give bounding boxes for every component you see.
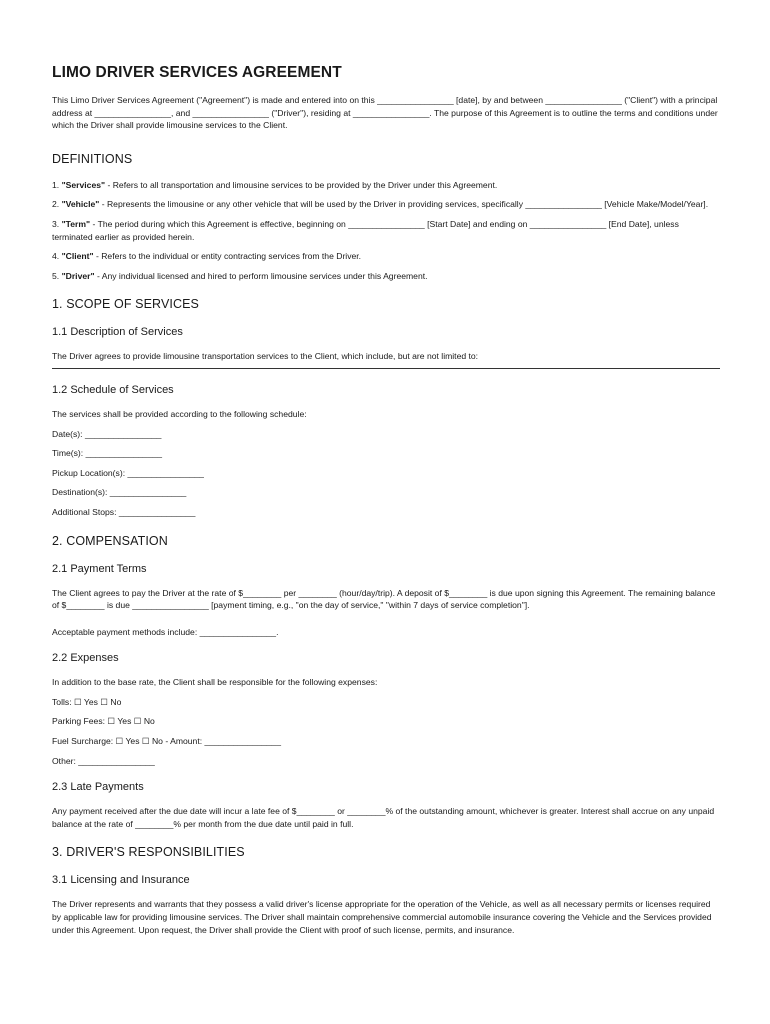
- schedule-subheading: 1.2 Schedule of Services: [52, 383, 174, 396]
- blank-fill-line: [52, 363, 720, 369]
- compensation-heading: 2. COMPENSATION: [52, 533, 168, 548]
- definition-item: 1. "Services" - Refers to all transportation and limousine services to be provided by the Driver under this Agreement.: [52, 179, 498, 190]
- definition-item: 3. "Term" - The period during which this Agreement is effective, beginning on ________________ [Start Date] and ending on ________________ [End Date], unless terminated earlier as provided herein.: [52, 218, 679, 242]
- expenses-intro: In addition to the base rate, the Client shall be responsible for the following expenses:: [52, 677, 378, 688]
- payment-terms-subheading: 2.1 Payment Terms: [52, 562, 147, 575]
- scope-heading: 1. SCOPE OF SERVICES: [52, 297, 199, 312]
- expense-line: Tolls: ☐ Yes ☐ No: [52, 696, 122, 707]
- driver-responsibilities-heading: 3. DRIVER'S RESPONSIBILITIES: [52, 845, 245, 860]
- schedule-line: Date(s): ________________: [52, 428, 162, 439]
- schedule-line: Additional Stops: ________________: [52, 506, 196, 517]
- schedule-line: Time(s): ________________: [52, 448, 163, 459]
- schedule-intro: The services shall be provided according to the following schedule:: [52, 408, 307, 419]
- definition-item: 2. "Vehicle" - Represents the limousine or any other vehicle that will be used by the Driver in providing services, specifically ________________ [Vehicle Make/Model/Year].: [52, 199, 709, 210]
- licensing-text: The Driver represents and warrants that they possess a valid driver's license appropriate for the operation of the Vehicle, as well as all necessary permits or licenses required by applicable law for providing limousine services. The Driver shall maintain comprehensive commercial automobile insurance covering the Vehicle and the Services provided under this Agreement. Upon request, the Driver shall provide the Client with proof of such license, permits, and insurance.: [52, 899, 712, 935]
- description-text: The Driver agrees to provide limousine transportation services to the Client, which include, but are not limited to:: [52, 351, 479, 362]
- document-title: LIMO DRIVER SERVICES AGREEMENT: [52, 64, 342, 81]
- expense-line: Fuel Surcharge: ☐ Yes ☐ No - Amount: ________________: [52, 736, 281, 747]
- expenses-subheading: 2.2 Expenses: [52, 652, 119, 665]
- payment-methods-text: Acceptable payment methods include: ________________.: [52, 626, 279, 637]
- schedule-line: Destination(s): ________________: [52, 487, 187, 498]
- intro-paragraph: This Limo Driver Services Agreement ("Agreement") is made and entered into on this ________________ [date], by and between ________________ ("Client") with a principal address at ________________, and ________________ ("Driver"), residing at ________________. The purpose of this Agreement is to outline the terms and conditions under which the Driver shall provide limousine services to the Client.: [52, 95, 718, 131]
- definition-item: 5. "Driver" - Any individual licensed and hired to perform limousine services under this Agreement.: [52, 270, 428, 281]
- description-subheading: 1.1 Description of Services: [52, 326, 183, 339]
- expense-line: Parking Fees: ☐ Yes ☐ No: [52, 716, 155, 727]
- payment-terms-text: The Client agrees to pay the Driver at the rate of $________ per ________ (hour/day/trip). A deposit of $________ is due upon signing this Agreement. The remaining balance of $________ is due ________________ [payment timing, e.g., "on the day of service," "within 7 days of service completion"].: [52, 587, 716, 611]
- definition-item: 4. "Client" - Refers to the individual or entity contracting services from the Driver.: [52, 251, 362, 262]
- late-payments-subheading: 2.3 Late Payments: [52, 781, 144, 794]
- expense-line: Other: ________________: [52, 755, 155, 766]
- definitions-heading: DEFINITIONS: [52, 151, 133, 166]
- schedule-line: Pickup Location(s): ________________: [52, 467, 204, 478]
- document-body: [52, 64, 720, 936]
- late-payments-text: Any payment received after the due date will incur a late fee of $________ or ________% of the outstanding amount, whichever is greater. Interest shall accrue on any unpaid balance at the rate of ________% per month from the due date until paid in full.: [52, 806, 715, 829]
- licensing-subheading: 3.1 Licensing and Insurance: [52, 874, 190, 887]
